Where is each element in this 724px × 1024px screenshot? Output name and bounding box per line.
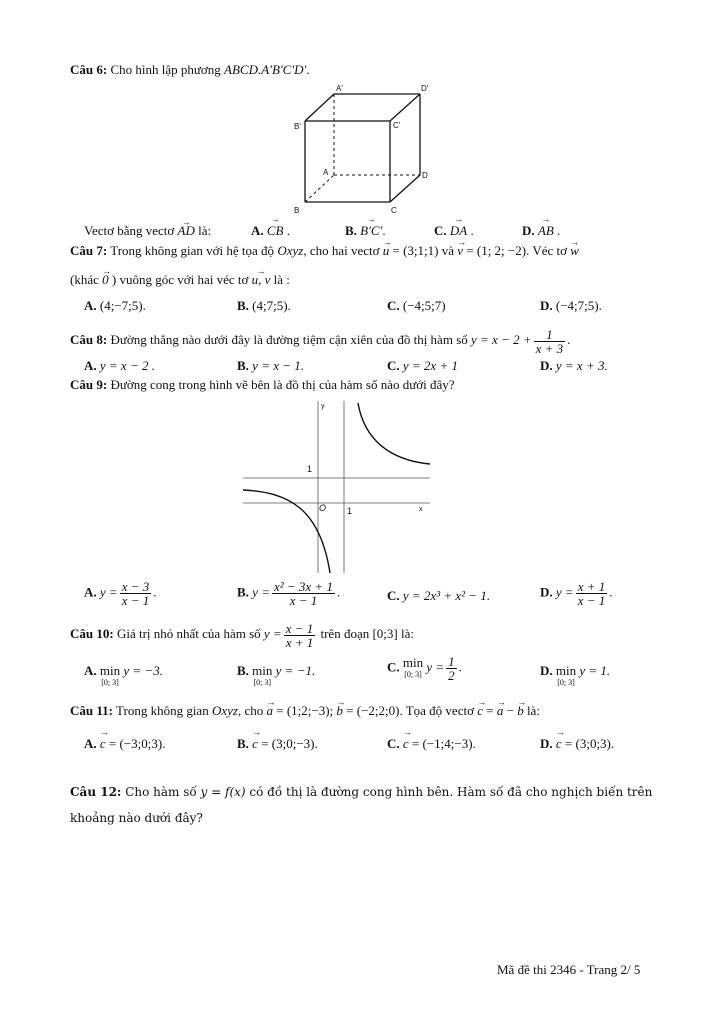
q7-option-d[interactable]: D. (−4;7;5). xyxy=(540,298,602,313)
q9-option-b[interactable]: B. y = $\frac{\text{x² − 3x + 1}}{x - 1}$ . xyxy=(237,579,341,608)
cube-figure xyxy=(285,80,440,215)
hyperbola-graph xyxy=(238,398,434,576)
q6-stem: Câu 6: Cho hình lập phương ABCD.A'B'C'D'. xyxy=(70,62,310,77)
q9-option-a[interactable]: A. y = $\frac{x - 3}{x - 1}$ . xyxy=(84,579,157,608)
vertex-d: D xyxy=(422,171,428,180)
q9-stem: Câu 9: Đường cong trong hình vẽ bên là đồ thị của hàm số nào dưới đây? xyxy=(70,377,455,392)
tick-x-1: 1 xyxy=(347,506,353,516)
q7-stem-line2: (khác → 0 ) vuông góc với hai véc tơ → u, v là : xyxy=(70,272,290,288)
q12-stem-line2: khoảng nào dưới đây? xyxy=(70,811,203,825)
q10-stem: Câu 10: Giá trị nhỏ nhất của hàm số y = $\frac{x - 1}{x + 1}$ trên đoạn [0;3] là: xyxy=(70,620,414,650)
q10-option-a[interactable]: A. min [0; 3] y = −3. xyxy=(84,663,163,687)
vertex-c: C xyxy=(391,206,397,215)
q10-option-d[interactable]: D. min [0; 3] y = 1. xyxy=(540,663,611,687)
q8-stem: Câu 8: Đường thẳng nào dưới đây là đường tiệm cận xiên của đồ thị hàm số y = x − 2 + $\frac{1}{x + 3}$ . xyxy=(70,326,571,356)
vertex-b: B xyxy=(294,206,300,215)
q11-option-c[interactable]: C. → c = (−1;4;−3). xyxy=(387,736,476,752)
q10-option-b[interactable]: B. min [0; 3] y = −1. xyxy=(237,663,316,687)
q8-option-c[interactable]: C. y = 2x + 1 xyxy=(387,358,458,373)
origin-label: O xyxy=(319,503,327,513)
vertex-cp: C' xyxy=(393,121,401,130)
q6-option-c[interactable]: C. → DA . xyxy=(434,223,474,239)
q11-option-a[interactable]: A. → c = (−3;0;3). xyxy=(84,736,165,752)
q6-option-a[interactable]: A. → CB . xyxy=(251,223,290,239)
q7-option-b[interactable]: B. (4;7;5). xyxy=(237,298,291,313)
q6-option-b[interactable]: B. → B'C'. xyxy=(345,223,386,239)
q6-option-d[interactable]: D. → AB . xyxy=(522,223,560,239)
tick-y-1: 1 xyxy=(307,464,313,474)
q9-option-c[interactable]: C. y = 2x³ + x² − 1. xyxy=(387,588,491,603)
q8-option-b[interactable]: B. y = x − 1. xyxy=(237,358,305,373)
q7-option-a[interactable]: A. (4;−7;5). xyxy=(84,298,146,313)
q8-option-d[interactable]: D. y = x + 3. xyxy=(540,358,608,373)
q10-option-c[interactable]: C. min [0; 3] y = $\frac{1}{2}$ . xyxy=(387,654,462,683)
q11-option-b[interactable]: B. → c = (3;0;−3). xyxy=(237,736,318,752)
q11-stem: Câu 11: Trong không gian Oxyz, cho → a = (1;2;−3); → b = (−2;2;0). Tọa độ vectơ → c = → a − → b là: xyxy=(70,703,540,719)
vertex-a: A xyxy=(323,168,329,177)
vertex-dp: D' xyxy=(421,84,429,93)
vertex-bp: B' xyxy=(294,122,301,131)
vertex-ap: A' xyxy=(336,84,343,93)
q9-option-d[interactable]: D. y = $\frac{x + 1}{x - 1}$ . xyxy=(540,579,613,608)
q12-stem: Câu 12: Cho hàm số y = f(x) có đồ thị là đường cong hình bên. Hàm số đã cho nghịch biến trên xyxy=(70,785,653,799)
q7-stem: Câu 7: Trong không gian với hệ tọa độ Oxyz, cho hai vectơ → u = (3;1;1) và → v = (1; 2; −2). Véc tơ → w xyxy=(70,243,579,259)
q8-option-a[interactable]: A. y = x − 2 . xyxy=(84,358,155,373)
q6-prompt: Vectơ bằng vectơ → AD là: xyxy=(84,223,211,239)
page-footer: Mã đề thi 2346 - Trang 2/ 5 xyxy=(497,962,641,977)
x-axis-label: x xyxy=(419,506,423,513)
q11-option-d[interactable]: D. → c = (3;0;3). xyxy=(540,736,614,752)
y-axis-label: y xyxy=(321,403,325,410)
q7-option-c[interactable]: C. (−4;5;7) xyxy=(387,298,446,313)
